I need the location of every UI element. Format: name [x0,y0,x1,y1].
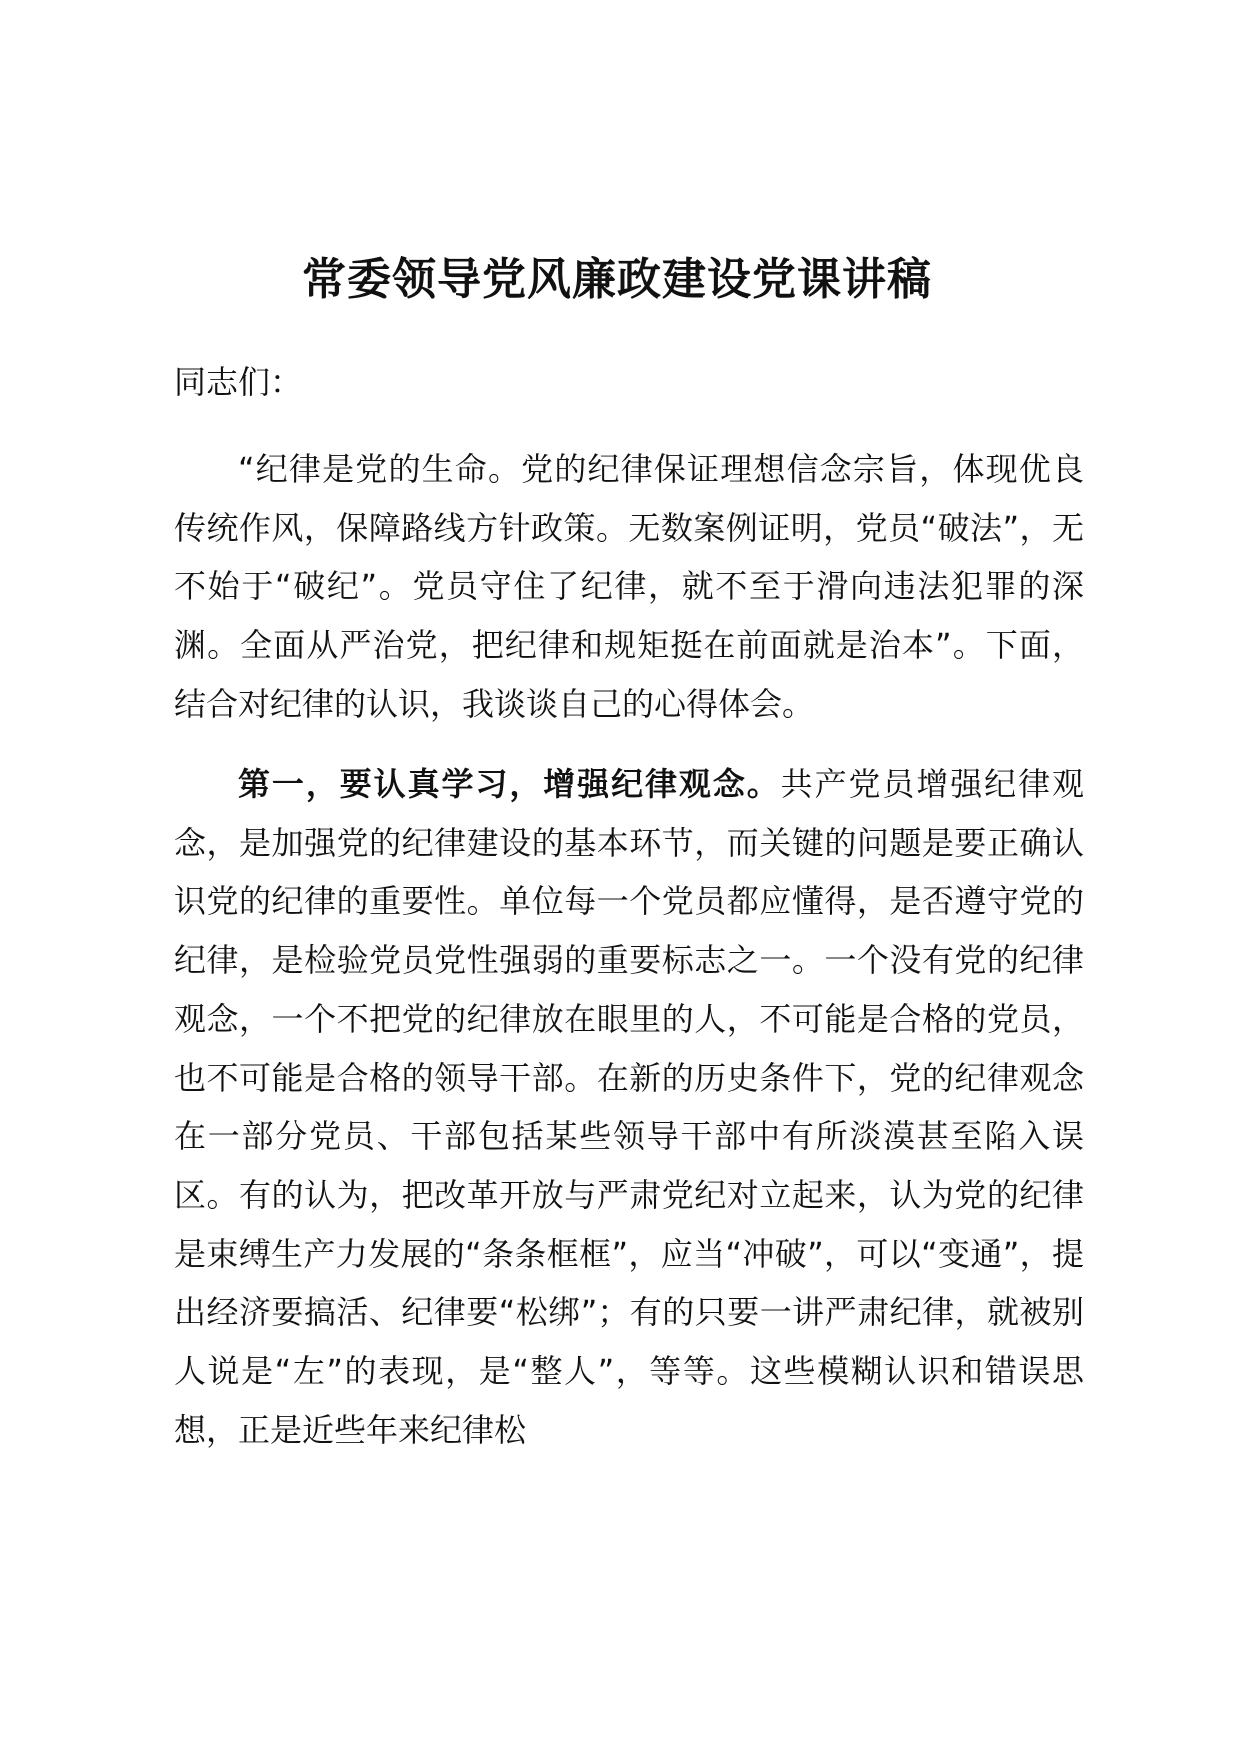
document-title: 常委领导党风廉政建设党课讲稿 [302,254,932,305]
paragraph-intro: “纪律是党的生命。党的纪律保证理想信念宗旨，体现优良传统作风，保障路线方针政策。无数案例证明，党员“破法”，无不始于“破纪”。党员守住了纪律，就不至于滑向违法犯罪的深渊。全面从严治党，把纪律和规矩挺在前面就是治本”。下面，结合对纪律的认识，我谈谈自己的心得体会。 [174,450,1084,723]
paragraph-body: 共产党员增强纪律观念，是加强党的纪律建设的基本环节，而关键的问题是要正确认识党的纪律的重要性。单位每一个党员都应懂得，是否遵守党的纪律，是检验党员党性强弱的重要标志之一。一个没有党的纪律观念，一个不把党的纪律放在眼里的人，不可能是合格的党员，也不可能是合格的领导干部。在新的历史条件下，党的纪律观念在一部分党员、干部包括某些领导干部中有所淡漠甚至陷入误区。有的认为，把改革开放与严肃党纪对立起来，认为党的纪律是束缚生产力发展的“条条框框”，应当“冲破”，可以“变通”，提出经济要搞活、纪律要“松绑”；有的只要一讲严肃纪律，就被别人说是“左”的表现，是“整人”，等等。这些模糊认识和错误思想，正是近些年来纪律松 [174,765,1084,1449]
salutation: 同志们： [174,363,303,401]
paragraph-lead-heading: 第一，要认真学习，增强纪律观念。 [238,765,781,803]
paragraph-first-point [174,755,1084,1459]
